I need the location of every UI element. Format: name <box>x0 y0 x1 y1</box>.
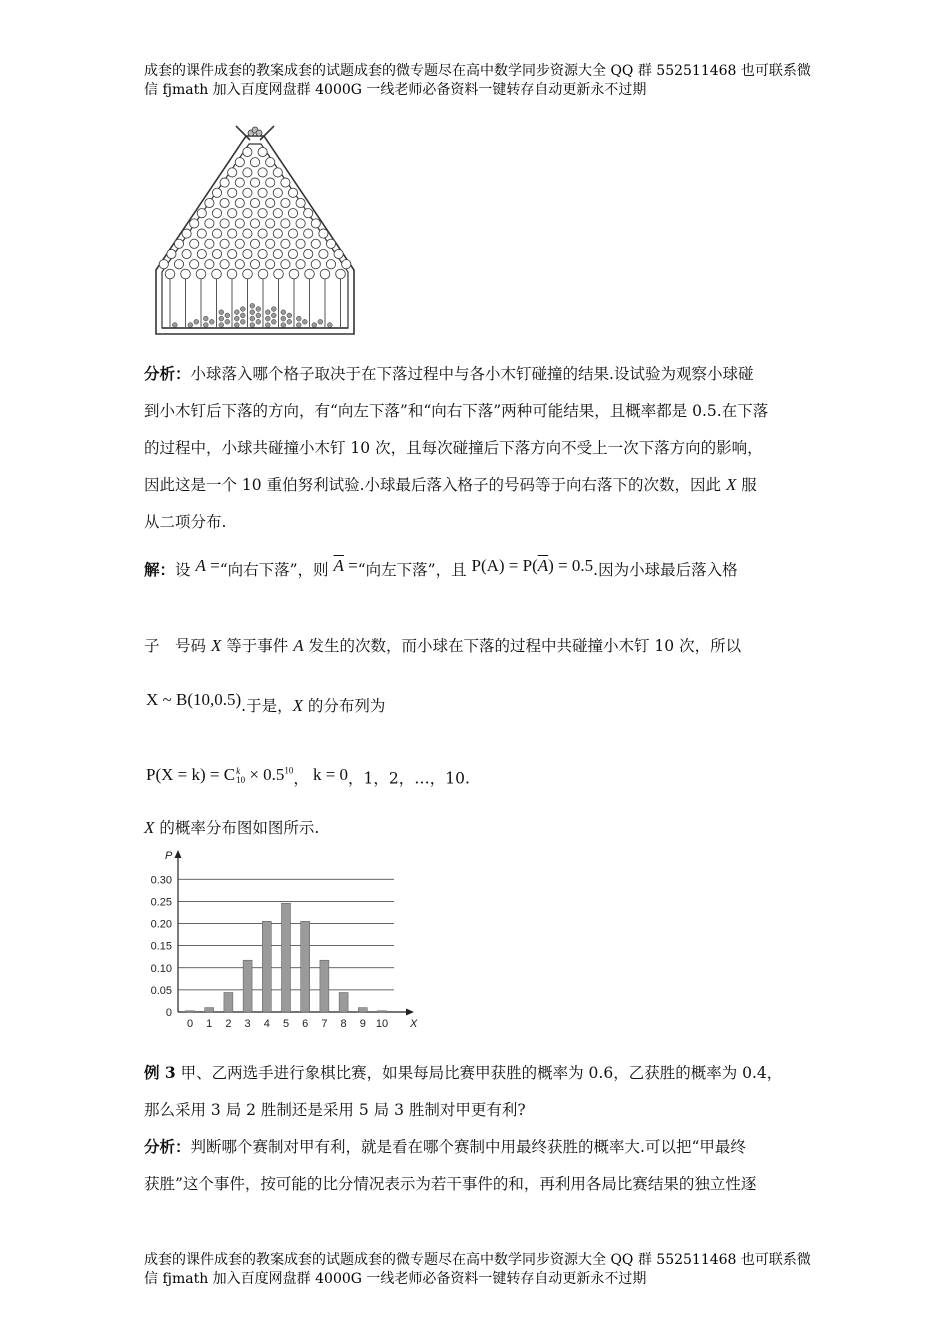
analysis-line-4-text: 因此这是一个 10 重伯努利试验.小球最后落入格子的号码等于向右落下的次数，因此 <box>144 476 726 494</box>
peg <box>212 229 221 238</box>
formula-part-1: P(A) = P( <box>471 556 538 575</box>
peg <box>243 147 252 156</box>
peg <box>228 229 237 238</box>
ball <box>203 316 208 321</box>
peg <box>182 229 191 238</box>
solution-line-2-c: 发生的次数，而小球在下落的过程中共碰撞小木钉 10 次，所以 <box>303 637 742 655</box>
ball <box>234 310 239 315</box>
divider-peg <box>227 269 237 279</box>
peg <box>258 168 267 177</box>
ball <box>281 316 286 321</box>
peg <box>190 260 199 269</box>
peg <box>273 209 282 218</box>
peg <box>212 188 221 197</box>
bar <box>339 993 348 1013</box>
bar <box>205 1008 214 1012</box>
divider-peg <box>243 269 253 279</box>
ball <box>234 316 239 321</box>
ball <box>240 313 245 318</box>
ball <box>265 323 270 328</box>
x-tick-label: 6 <box>302 1018 309 1030</box>
peg <box>288 209 297 218</box>
solution-line-2 <box>144 636 824 656</box>
comma: ， <box>293 769 309 788</box>
distribution-formula <box>146 764 826 789</box>
peg <box>342 260 351 269</box>
peg <box>266 158 275 167</box>
page-footer <box>144 1251 824 1289</box>
footer-line-1: 成套的课件成套的教案成套的试题成套的微专题尽在高中数学同步资源大全 QQ 群 552511468 也可联系微 <box>144 1252 811 1268</box>
ball <box>188 323 193 328</box>
peg <box>228 168 237 177</box>
peg <box>304 209 313 218</box>
peg <box>258 147 267 156</box>
bar <box>243 960 252 1012</box>
peg <box>174 239 183 248</box>
funnel-ball <box>256 130 262 136</box>
solution-text-3: “向左下落”，且 <box>357 561 472 579</box>
peg <box>250 260 259 269</box>
formula-a-bar: $\overline{A}$ <box>537 556 549 575</box>
peg <box>235 219 244 228</box>
y-tick-label: 0.30 <box>150 874 172 887</box>
bar <box>262 921 271 1012</box>
galton-board-figure <box>150 122 360 338</box>
ball <box>203 323 208 328</box>
y-tick-label: 0.20 <box>150 918 172 931</box>
peg <box>235 239 244 248</box>
analysis-line-3: 的过程中，小球共碰撞小木钉 10 次，且每次碰撞后下落方向不受上一次下落方向的影响， <box>144 439 763 457</box>
ball <box>219 310 224 315</box>
peg <box>304 229 313 238</box>
solution-line-3-end: 的分布列为 <box>302 697 386 715</box>
peg <box>304 249 313 258</box>
divider-peg <box>258 269 268 279</box>
ball <box>281 323 286 328</box>
x-tick-label: 8 <box>340 1018 347 1030</box>
analysis-2-text-1: 判断哪个赛制对甲有利，就是看在哪个赛制中用最终获胜的概率大.可以把“甲最终 <box>190 1138 746 1156</box>
y-tick-label: 0 <box>165 1007 172 1019</box>
peg <box>273 229 282 238</box>
peg <box>296 260 305 269</box>
peg <box>266 198 275 207</box>
y-tick-label: 0.10 <box>150 962 172 975</box>
peg <box>266 239 275 248</box>
divider-peg <box>165 269 175 279</box>
peg <box>326 239 335 248</box>
divider-peg <box>274 269 284 279</box>
ball <box>327 323 332 328</box>
var-x: X <box>292 696 303 715</box>
ball <box>225 313 230 318</box>
analysis-label: 分析 <box>144 364 176 383</box>
ball <box>194 319 199 324</box>
peg <box>288 249 297 258</box>
bar <box>301 921 310 1012</box>
equals-1: = <box>205 556 220 575</box>
bar <box>358 1008 367 1012</box>
equals-2: = <box>343 556 358 575</box>
peg <box>281 260 290 269</box>
peg <box>235 198 244 207</box>
peg <box>281 219 290 228</box>
solution-line-1 <box>144 556 824 580</box>
y-tick-label: 0.05 <box>150 984 172 997</box>
ball <box>219 323 224 328</box>
peg <box>220 198 229 207</box>
peg <box>258 249 267 258</box>
ball <box>312 323 317 328</box>
peg <box>296 198 305 207</box>
peg <box>281 178 290 187</box>
example-3-text-1: 甲、乙两选手进行象棋比赛，如果每局比赛甲获胜的概率为 0.6，乙获胜的概率为 0.4， <box>175 1064 783 1082</box>
var-x: X <box>210 636 222 655</box>
solution-line-5 <box>144 818 824 838</box>
divider-peg <box>212 269 222 279</box>
peg <box>205 260 214 269</box>
x-axis-arrow <box>406 1009 414 1016</box>
peg <box>326 260 335 269</box>
analysis-line-4-end: 服 <box>736 476 757 494</box>
peg <box>174 260 183 269</box>
peg <box>266 219 275 228</box>
peg <box>273 168 282 177</box>
peg <box>243 188 252 197</box>
solution-text-4: .因为小球最后落入格 <box>593 561 738 579</box>
peg <box>311 219 320 228</box>
x-tick-label: 4 <box>263 1018 270 1030</box>
analysis-line-4 <box>144 475 824 495</box>
y-axis-arrow <box>175 850 182 858</box>
var-x: X <box>144 818 155 837</box>
solution-line-5-text: 的概率分布图如图所示. <box>154 819 320 837</box>
ball <box>256 313 261 318</box>
ball <box>302 319 307 324</box>
peg <box>273 249 282 258</box>
peg <box>205 219 214 228</box>
pmf-exp: 10 <box>284 765 294 775</box>
divider-peg <box>196 269 206 279</box>
peg <box>296 239 305 248</box>
peg <box>167 249 176 258</box>
analysis-line-5: 从二项分布. <box>144 513 227 531</box>
peg <box>250 239 259 248</box>
ball <box>281 310 286 315</box>
ball <box>271 307 276 312</box>
ball <box>287 319 292 324</box>
peg <box>220 219 229 228</box>
ball <box>265 316 270 321</box>
solution-line-2-b: 等于事件 <box>221 637 294 655</box>
probability-distribution-chart <box>140 846 430 1032</box>
var-a: A <box>293 636 304 655</box>
peg <box>159 260 168 269</box>
ball <box>225 319 230 324</box>
example-3-line-2: 那么采用 3 局 2 胜制还是采用 5 局 3 胜制对甲更有利? <box>144 1101 526 1119</box>
peg <box>197 229 206 238</box>
pmf-left: P(X = k) = C <box>146 764 236 784</box>
peg <box>220 178 229 187</box>
ball <box>296 316 301 321</box>
y-axis-label: P <box>165 850 173 862</box>
x-tick-label: 7 <box>321 1018 328 1030</box>
ball <box>256 307 261 312</box>
ball <box>209 319 214 324</box>
peg <box>258 188 267 197</box>
x-tick-label: 2 <box>225 1018 232 1030</box>
example-3-label: 例 3 <box>144 1063 176 1082</box>
bar <box>224 993 233 1013</box>
x-tick-label: 10 <box>375 1018 389 1030</box>
divider-peg <box>305 269 315 279</box>
comb-n: 10 <box>236 774 246 785</box>
analysis-2-colon: ： <box>175 1137 191 1156</box>
analysis-2-line-2: 获胜”这个事件，按可能的比分情况表示为若干事件的和，再利用各局比赛结果的独立性逐 <box>144 1175 757 1193</box>
ball <box>250 316 255 321</box>
peg <box>235 158 244 167</box>
ball <box>240 307 245 312</box>
ball <box>234 323 239 328</box>
event-a: A <box>195 556 206 575</box>
ball <box>256 319 261 324</box>
solution-text-2: “向右下落”，则 <box>219 561 334 579</box>
comb-k: k <box>236 765 241 776</box>
bar <box>320 960 329 1012</box>
solution-text-1: 设 <box>175 561 196 579</box>
ball <box>250 303 255 308</box>
ball <box>250 310 255 315</box>
example-3-line-1 <box>144 1063 824 1083</box>
ball <box>240 319 245 324</box>
peg <box>190 219 199 228</box>
peg <box>190 239 199 248</box>
ball <box>271 313 276 318</box>
peg <box>197 249 206 258</box>
k-range: ，1，2，…，10. <box>348 769 470 788</box>
peg <box>212 209 221 218</box>
formula-part-2: ) = 0.5 <box>548 556 594 575</box>
peg <box>205 198 214 207</box>
peg <box>273 188 282 197</box>
divider-peg <box>320 269 330 279</box>
y-tick-label: 0.15 <box>150 940 172 953</box>
peg <box>212 249 221 258</box>
ball <box>172 323 177 328</box>
bar <box>378 1011 387 1012</box>
divider-peg <box>336 269 346 279</box>
peg <box>258 209 267 218</box>
peg <box>243 168 252 177</box>
peg <box>250 219 259 228</box>
peg <box>250 198 259 207</box>
peg <box>197 209 206 218</box>
x-axis-label: X <box>410 1018 418 1030</box>
ball <box>250 323 255 328</box>
peg <box>205 239 214 248</box>
header-line-1: 成套的课件成套的教案成套的试题成套的微专题尽在高中数学同步资源大全 QQ 群 552511468 也可联系微 <box>144 63 811 79</box>
peg <box>250 178 259 187</box>
peg <box>266 260 275 269</box>
peg <box>288 188 297 197</box>
var-x: X <box>725 475 737 494</box>
ball <box>265 310 270 315</box>
footer-line-2: 信 fjmath 加入百度网盘群 4000G 一线老师必备资料一键转存自动更新永不过期 <box>144 1271 647 1287</box>
peg <box>319 229 328 238</box>
peg <box>281 198 290 207</box>
peg <box>311 260 320 269</box>
peg <box>220 260 229 269</box>
analysis-line-2: 到小木钉后下落的方向，有“向左下落”和“向右下落”两种可能结果，且概率都是 0.5.在下落 <box>144 402 769 420</box>
analysis-paragraph-1 <box>144 364 824 384</box>
peg <box>220 239 229 248</box>
header-line-2: 信 fjmath 加入百度网盘群 4000G 一线老师必备资料一键转存自动更新永不过期 <box>144 82 647 98</box>
event-a-bar: $\overline{A}$ <box>333 556 344 575</box>
peg <box>243 209 252 218</box>
peg <box>228 188 237 197</box>
peg <box>319 249 328 258</box>
peg <box>228 249 237 258</box>
divider-peg <box>289 269 299 279</box>
x-tick-label: 3 <box>244 1018 251 1030</box>
solution-line-3 <box>146 690 826 716</box>
peg <box>266 178 275 187</box>
ball <box>287 313 292 318</box>
analysis-colon: ： <box>175 364 191 383</box>
peg <box>311 239 320 248</box>
ball <box>318 319 323 324</box>
solution-line-2-a: 子 号码 <box>144 637 211 655</box>
ball <box>219 316 224 321</box>
divider-peg <box>181 269 191 279</box>
bar <box>186 1011 195 1012</box>
solution-colon: ： <box>159 560 176 579</box>
analysis-2-label: 分析 <box>144 1137 176 1156</box>
ball <box>271 319 276 324</box>
analysis-2-line-1 <box>144 1137 824 1157</box>
solution-line-3-text: .于是， <box>241 697 293 715</box>
ball <box>296 323 301 328</box>
x-tick-label: 0 <box>186 1018 194 1030</box>
solution-label: 解 <box>144 560 160 579</box>
x-tick-label: 1 <box>206 1018 213 1030</box>
peg <box>243 229 252 238</box>
peg <box>228 209 237 218</box>
peg <box>250 158 259 167</box>
binomial-notation: X ~ B(10,0.5) <box>146 690 242 709</box>
peg <box>235 178 244 187</box>
analysis-line-1: 小球落入哪个格子取决于在下落过程中与各小木钉碰撞的结果.设试验为观察小球碰 <box>190 365 754 383</box>
peg <box>296 219 305 228</box>
peg <box>243 249 252 258</box>
pmf-formula <box>146 765 293 784</box>
x-tick-label: 9 <box>359 1018 366 1030</box>
page-header <box>144 62 824 100</box>
peg <box>235 260 244 269</box>
bar <box>282 903 291 1012</box>
k-equals: k = 0 <box>312 764 349 784</box>
pmf-mid: × 0.5 <box>245 764 285 784</box>
peg <box>182 249 191 258</box>
probability-formula <box>472 556 594 575</box>
peg <box>334 249 343 258</box>
x-tick-label: 5 <box>282 1018 290 1030</box>
peg <box>258 229 267 238</box>
peg <box>281 239 290 248</box>
y-tick-label: 0.25 <box>150 896 172 909</box>
peg <box>288 229 297 238</box>
